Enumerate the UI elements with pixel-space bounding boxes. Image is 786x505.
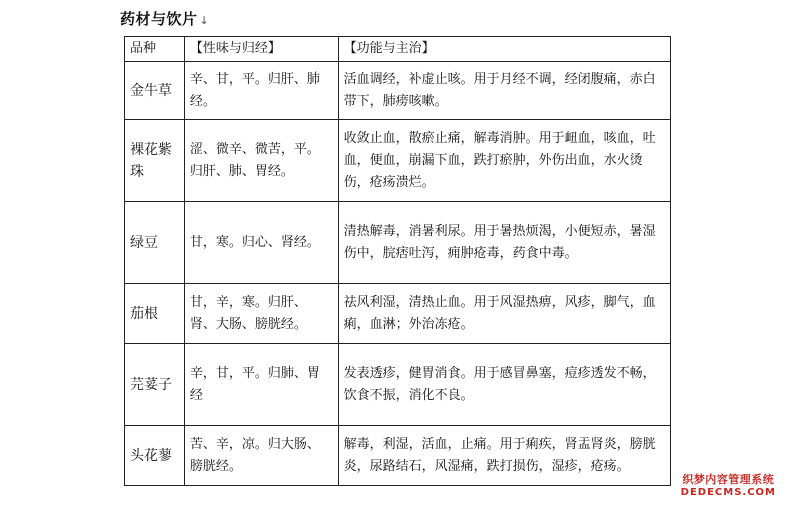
- paragraph-mark: ↓: [199, 14, 210, 27]
- herb-nature: 甘，寒。归心、肾经。: [184, 202, 338, 284]
- herb-name: 金牛草: [125, 62, 185, 120]
- herb-name: 芫荽子: [125, 344, 185, 426]
- herb-function: 收敛止血，散瘀止痛，解毒消肿。用于衄血，咳血，吐血，便血，崩漏下血，跌打瘀肿，外伤出血，水火烫伤，疮疡溃烂。: [338, 120, 670, 202]
- herb-nature: 辛，甘，平。归肺、胃经: [184, 344, 338, 426]
- herb-function: 发表透疹，健胃消食。用于感冒鼻塞，痘疹透发不畅，饮食不振，消化不良。: [338, 344, 670, 426]
- header-function-indication: 【功能与主治】: [338, 37, 670, 62]
- herb-function: 解毒，利湿，活血，止痛。用于痢疾，肾盂肾炎，膀胱炎，尿路结石，风湿痛，跌打损伤，湿疹，疮疡。: [338, 426, 670, 486]
- herb-name: 绿豆: [125, 202, 185, 284]
- table-row: [125, 62, 671, 120]
- herb-nature: 甘，辛，寒。归肝、肾、大肠、膀胱经。: [184, 284, 338, 344]
- table-row: [125, 426, 671, 486]
- watermark-en: DEDECMS.COM: [680, 487, 776, 498]
- table-row: [125, 120, 671, 202]
- herb-table: [124, 36, 671, 486]
- header-variety: 品种: [125, 37, 185, 62]
- table-header-row: [125, 37, 671, 62]
- document-title: [120, 8, 209, 29]
- herb-nature: 苦、辛，凉。归大肠、膀胱经。: [184, 426, 338, 486]
- herb-nature: 涩、微辛、微苦，平。归肝、肺、胃经。: [184, 120, 338, 202]
- herb-nature: 辛、甘，平。归肝、肺经。: [184, 62, 338, 120]
- herb-function: 活血调经，补虚止咳。用于月经不调，经闭腹痛，赤白带下，肺痨咳嗽。: [338, 62, 670, 120]
- title-text: 药材与饮片: [120, 10, 198, 28]
- site-watermark: [681, 473, 776, 499]
- table-row: [125, 344, 671, 426]
- herb-name: 茄根: [125, 284, 185, 344]
- table-row: [125, 284, 671, 344]
- herb-name: 头花蓼: [125, 426, 185, 486]
- herb-name: 裸花紫珠: [125, 120, 185, 202]
- watermark-cn: 织梦内容管理系统: [682, 473, 775, 486]
- herb-function: 祛风利湿，清热止血。用于风湿热痹，风疹，脚气，血痢，血淋；外治冻疮。: [338, 284, 670, 344]
- header-nature-meridian: 【性味与归经】: [184, 37, 338, 62]
- herb-function: 清热解毒，消暑利尿。用于暑热烦渴，小便短赤，暑湿伤中，脘痞吐泻，痈肿疮毒，药食中毒。: [338, 202, 670, 284]
- table-row: [125, 202, 671, 284]
